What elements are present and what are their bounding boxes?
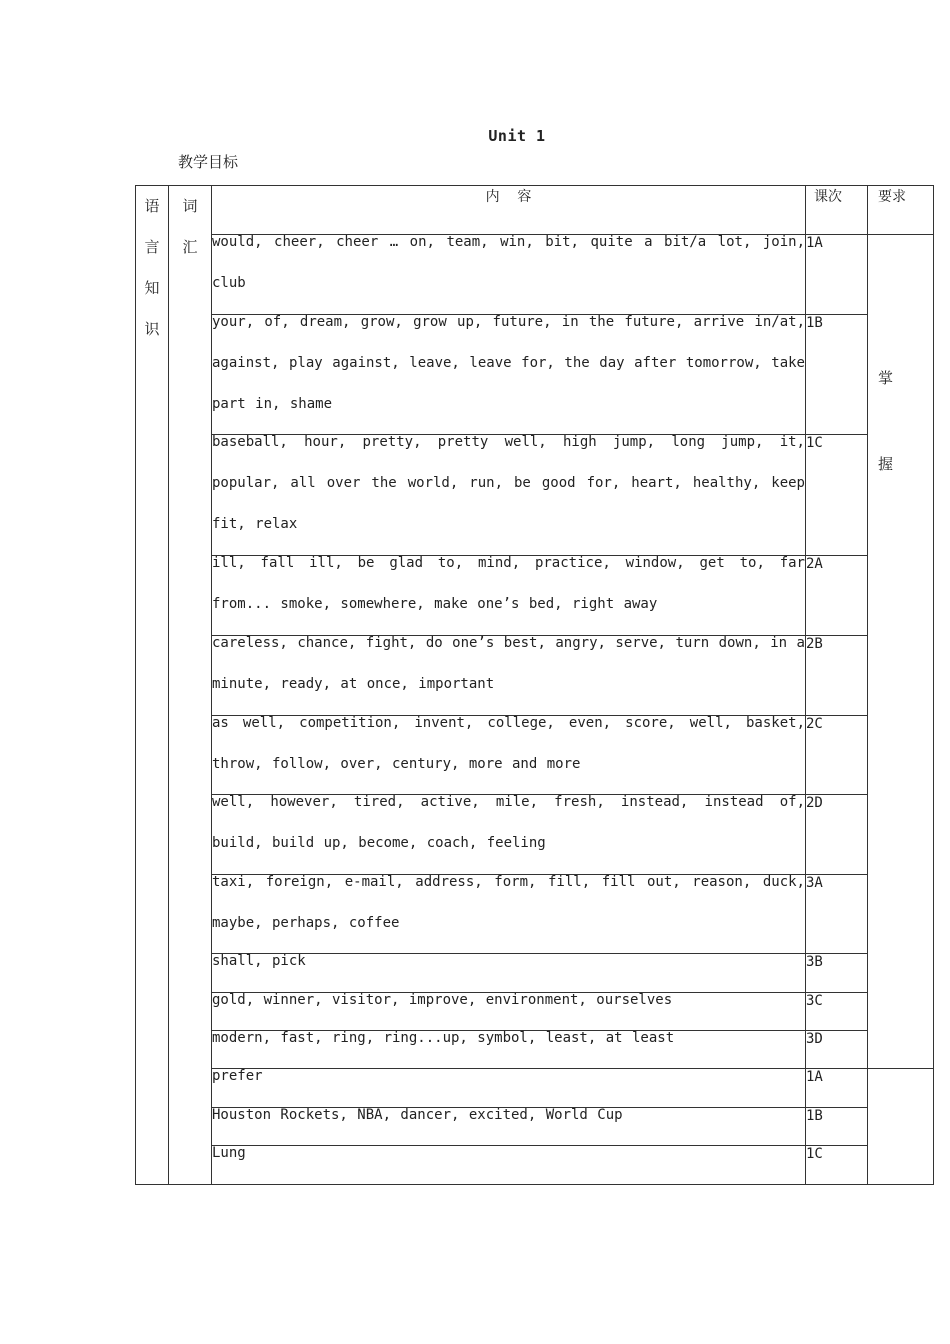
subcategory-label: 词汇 xyxy=(182,197,198,256)
row-content-text: ill, fall ill, be glad to, mind, practice, window, get to, far from... smoke, somewhere, make one’s bed, right away xyxy=(212,555,805,612)
category-label: 语言知识 xyxy=(144,197,160,338)
row-lesson: 2C xyxy=(806,716,868,795)
row-content-text: well, however, tired, active, mile, fresh, instead, instead of, build, build up, become, coach, feeling xyxy=(212,794,805,851)
row-lesson: 1C xyxy=(806,435,868,556)
row-lesson: 2B xyxy=(806,636,868,716)
row-content-text: taxi, foreign, e-mail, address, form, fill, fill out, reason, duck, maybe, perhaps, coffee xyxy=(212,874,805,931)
row-content-text: Lung xyxy=(212,1145,246,1161)
row-lesson: 3A xyxy=(806,875,868,954)
row-content-text: would, cheer, cheer … on, team, win, bit, quite a bit/a lot, join, club xyxy=(212,234,805,291)
row-content xyxy=(212,315,806,435)
header-requirement xyxy=(868,186,934,235)
header-lesson xyxy=(806,186,868,235)
section-subtitle: 教学目标 xyxy=(178,153,239,171)
page-title: Unit 1 xyxy=(488,127,546,145)
table-row xyxy=(136,1146,934,1185)
row-content-text: careless, chance, fight, do one’s best, angry, serve, turn down, in a minute, ready, at once, important xyxy=(212,635,805,692)
category-cell xyxy=(136,186,169,1185)
row-lesson: 3B xyxy=(806,954,868,993)
row-lesson: 1A xyxy=(806,1069,868,1108)
requirement-empty-cell xyxy=(868,1069,934,1185)
requirement-master-text: 掌握 xyxy=(878,369,894,473)
table-row xyxy=(136,315,934,435)
row-content-text: shall, pick xyxy=(212,953,306,969)
header-requirement-label: 要求 xyxy=(878,189,906,205)
row-lesson: 3D xyxy=(806,1031,868,1069)
row-content xyxy=(212,1146,806,1185)
row-content-text: your, of, dream, grow, grow up, future, in the future, arrive in/at, against, play against, leave, leave for, the day after tomorrow, take part in, shame xyxy=(212,314,805,412)
row-lesson: 2D xyxy=(806,795,868,875)
subcategory-cell xyxy=(169,186,212,1185)
row-content-text: baseball, hour, pretty, pretty well, high jump, long jump, it, popular, all over the world, run, be good for, heart, healthy, keep fit, relax xyxy=(212,434,805,532)
header-content-label: 内 容 xyxy=(485,189,532,205)
row-lesson: 3C xyxy=(806,993,868,1031)
header-lesson-label: 课次 xyxy=(814,189,842,205)
requirement-master-cell xyxy=(868,235,934,1069)
row-lesson: 1B xyxy=(806,315,868,435)
row-content xyxy=(212,435,806,556)
row-content-text: gold, winner, visitor, improve, environment, ourselves xyxy=(212,992,673,1008)
table-row xyxy=(136,435,934,556)
row-content-text: prefer xyxy=(212,1068,263,1084)
row-lesson: 1B xyxy=(806,1108,868,1146)
row-content-text: Houston Rockets, NBA, dancer, excited, World Cup xyxy=(212,1107,623,1123)
vocabulary-table xyxy=(135,185,934,1185)
row-content-text: as well, competition, invent, college, even, score, well, basket, throw, follow, over, century, more and more xyxy=(212,715,805,772)
row-lesson: 1A xyxy=(806,235,868,315)
row-lesson: 1C xyxy=(806,1146,868,1185)
requirement-master-label xyxy=(868,335,933,507)
row-content-text: modern, fast, ring, ring...up, symbol, least, at least xyxy=(212,1030,675,1046)
row-lesson: 2A xyxy=(806,556,868,636)
